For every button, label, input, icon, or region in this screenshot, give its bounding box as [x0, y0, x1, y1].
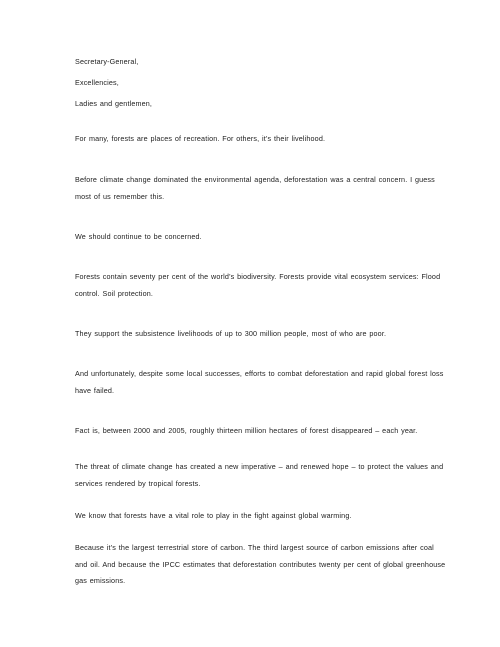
paragraph-continue-concerned: We should continue to be concerned. — [75, 232, 202, 241]
salutation-secretary-general: Secretary-General, — [75, 57, 139, 66]
paragraph-livelihoods: They support the subsistence livelihoods of up to 300 million people, most of who are poor. — [75, 329, 387, 338]
salutation-excellencies: Excellencies, — [75, 78, 119, 87]
paragraph-forest-loss-fact: Fact is, between 2000 and 2005, roughly thirteen million hectares of forest disappeared – each year. — [75, 426, 418, 435]
paragraph-deforestation-concern: Before climate change dominated the environmental agenda, deforestation was a central concern. I guess most of us remember this. — [75, 175, 435, 201]
paragraph-forests-recreation: For many, forests are places of recreation. For others, it’s their livelihood. — [75, 134, 326, 143]
paragraph-vital-role: We know that forests have a vital role to play in the fight against global warming. — [75, 511, 352, 520]
paragraph-biodiversity: Forests contain seventy per cent of the world’s biodiversity. Forests provide vital ecosystem services: Flood control. Soil protection. — [75, 272, 441, 298]
paragraph-new-imperative: The threat of climate change has created a new imperative – and renewed hope – to protect the values and services rendered by tropical forests. — [75, 462, 444, 488]
paragraph-efforts-failed: And unfortunately, despite some local successes, efforts to combat deforestation and rapid global forest loss have failed. — [75, 369, 444, 395]
paragraph-carbon-store: Because it’s the largest terrestrial store of carbon. The third largest source of carbon emissions after coal and oil. And because the IPCC estimates that deforestation contributes twenty per cent of global greenhouse gas emissions. — [75, 543, 446, 586]
salutation-ladies-gentlemen: Ladies and gentlemen, — [75, 99, 153, 108]
